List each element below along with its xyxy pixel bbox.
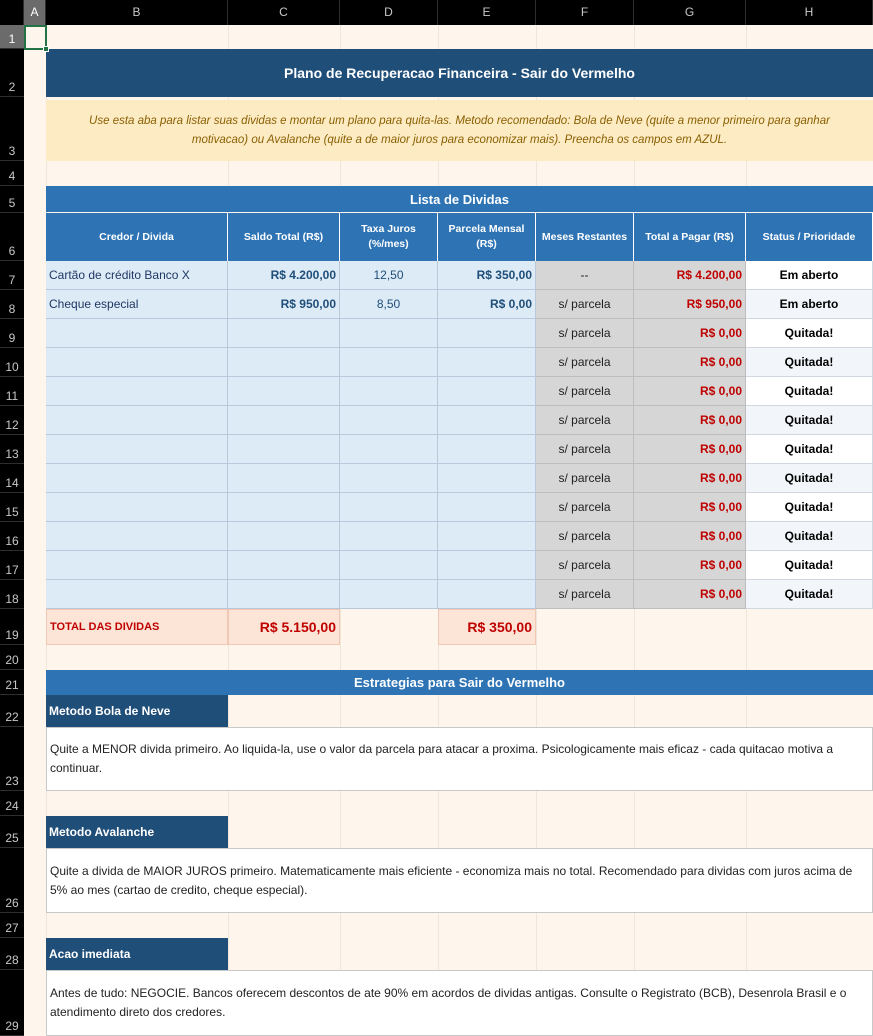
debt-months-cell-text: s/ parcela <box>558 384 611 398</box>
column-header-f-text: F <box>580 5 589 19</box>
debt-months-cell-text: s/ parcela <box>558 413 611 427</box>
debt-total-cell-text: R$ 0,00 <box>699 529 742 543</box>
debts-col-total-text: Total a Pagar (R$) <box>645 230 734 243</box>
debt-status-cell-text: Quitada! <box>784 326 834 340</box>
row-header-24[interactable] <box>0 791 24 816</box>
row-header-4[interactable] <box>0 161 24 186</box>
debt-rate-cell-text: 8,50 <box>376 297 401 311</box>
debt-total-cell[interactable] <box>634 261 746 290</box>
strategy-description <box>46 848 873 913</box>
row-header-10[interactable] <box>0 348 24 377</box>
debt-total-cell-text: R$ 0,00 <box>699 500 742 514</box>
row-header-21[interactable] <box>0 670 24 695</box>
total-balance-value-text: R$ 5.150,00 <box>259 619 336 635</box>
strategy-description <box>46 970 873 1036</box>
debt-creditor-cell-text: Cheque especial <box>49 297 139 311</box>
row-header-13[interactable] <box>0 435 24 464</box>
debt-installment-cell-text: R$ 0,00 <box>489 297 532 311</box>
debt-status-cell[interactable] <box>746 377 873 406</box>
debt-status-cell[interactable] <box>746 290 873 319</box>
column-header-c[interactable] <box>228 0 340 25</box>
row-header-24-text: 24 <box>5 799 19 813</box>
total-debts-label-text: TOTAL DAS DIVIDAS <box>50 621 160 633</box>
debt-total-cell[interactable] <box>634 522 746 551</box>
column-header-h[interactable] <box>746 0 873 25</box>
row-header-26-text: 26 <box>5 896 19 910</box>
debts-col-rate <box>340 213 438 261</box>
debt-creditor-cell[interactable] <box>46 580 228 609</box>
debt-balance-cell[interactable] <box>228 493 340 522</box>
row-header-27[interactable] <box>0 913 24 938</box>
debt-months-cell[interactable] <box>536 522 634 551</box>
debt-status-cell-text: Quitada! <box>784 471 834 485</box>
debt-installment-cell[interactable] <box>438 435 536 464</box>
debt-creditor-cell-text: Cartão de crédito Banco X <box>49 268 190 282</box>
debt-installment-cell[interactable] <box>438 580 536 609</box>
column-header-a[interactable] <box>24 0 46 25</box>
debt-rate-cell[interactable] <box>340 522 438 551</box>
debt-creditor-cell[interactable] <box>46 522 228 551</box>
row-header-28-text: 28 <box>5 953 19 967</box>
row-header-11[interactable] <box>0 377 24 406</box>
total-balance-value[interactable] <box>228 609 340 645</box>
column-header-g[interactable] <box>634 0 746 25</box>
debt-balance-cell[interactable] <box>228 435 340 464</box>
debt-rate-cell[interactable] <box>340 290 438 319</box>
debt-total-cell-text: R$ 0,00 <box>699 326 742 340</box>
debt-status-cell[interactable] <box>746 580 873 609</box>
row-header-5-text: 5 <box>8 196 16 210</box>
debt-months-cell-text: s/ parcela <box>558 297 611 311</box>
column-header-d-text: D <box>384 5 393 19</box>
page-title-text: Plano de Recuperacao Financeira - Sair do Vermelho <box>284 65 635 81</box>
debt-months-cell-text: s/ parcela <box>558 355 611 369</box>
debt-status-cell[interactable] <box>746 319 873 348</box>
row-header-3[interactable] <box>0 97 24 161</box>
row-header-10-text: 10 <box>5 360 19 374</box>
debt-months-cell-text: s/ parcela <box>558 471 611 485</box>
debt-total-cell-text: R$ 0,00 <box>699 558 742 572</box>
strategy-title-text: Acao imediata <box>49 947 131 961</box>
debts-section-header <box>46 186 873 212</box>
debt-balance-cell[interactable] <box>228 406 340 435</box>
debt-total-cell-text: R$ 0,00 <box>699 413 742 427</box>
debt-creditor-cell[interactable] <box>46 377 228 406</box>
total-installment-value-text: R$ 350,00 <box>467 619 532 635</box>
row-header-17[interactable] <box>0 551 24 580</box>
row-header-29-text: 29 <box>5 1019 19 1033</box>
strategy-description-text: Quite a divida de MAIOR JUROS primeiro. Matematicamente mais eficiente - economiza mais no total. Recomendado para dividas com juros acima de 5% ao mes (cartao de credito, cheque especial). <box>50 863 853 897</box>
row-header-12-text: 12 <box>5 418 19 432</box>
row-header-22-text: 22 <box>5 710 19 724</box>
column-header-e-text: E <box>482 5 491 19</box>
row-header-19[interactable] <box>0 609 24 645</box>
debts-col-status-text: Status / Prioridade <box>762 230 856 243</box>
debt-total-cell[interactable] <box>634 348 746 377</box>
debt-status-cell-text: Quitada! <box>784 355 834 369</box>
row-header-14-text: 14 <box>5 476 19 490</box>
debt-total-cell-text: R$ 0,00 <box>699 471 742 485</box>
debt-balance-cell[interactable] <box>228 348 340 377</box>
debt-total-cell[interactable] <box>634 435 746 464</box>
row-header-23[interactable] <box>0 727 24 791</box>
debt-total-cell-text: R$ 0,00 <box>699 384 742 398</box>
column-header-c-text: C <box>279 5 288 19</box>
row-header-28[interactable] <box>0 938 24 970</box>
debt-total-cell[interactable] <box>634 319 746 348</box>
debt-balance-cell[interactable] <box>228 319 340 348</box>
debt-installment-cell[interactable] <box>438 406 536 435</box>
debt-months-cell[interactable] <box>536 261 634 290</box>
row-header-29[interactable] <box>0 970 24 1036</box>
debt-total-cell[interactable] <box>634 580 746 609</box>
row-header-15-text: 15 <box>5 505 19 519</box>
debt-status-cell-text: Em aberto <box>779 268 839 282</box>
column-header-d[interactable] <box>340 0 438 25</box>
debt-months-cell-text: s/ parcela <box>558 558 611 572</box>
row-header-9-text: 9 <box>8 331 16 345</box>
debt-total-cell[interactable] <box>634 551 746 580</box>
debt-status-cell-text: Quitada! <box>784 529 834 543</box>
debts-col-creditor <box>46 213 228 261</box>
debt-balance-cell[interactable] <box>228 580 340 609</box>
row-header-27-text: 27 <box>5 921 19 935</box>
debt-months-cell-text: s/ parcela <box>558 500 611 514</box>
strategy-title-text: Metodo Bola de Neve <box>49 704 171 718</box>
debt-status-cell[interactable] <box>746 464 873 493</box>
debt-creditor-cell[interactable] <box>46 290 228 319</box>
debt-installment-cell[interactable] <box>438 377 536 406</box>
debt-months-cell[interactable] <box>536 580 634 609</box>
debt-balance-cell[interactable] <box>228 551 340 580</box>
strategies-section-header-text: Estrategias para Sair do Vermelho <box>354 675 565 690</box>
strategy-title <box>46 816 228 848</box>
strategy-description-text: Antes de tudo: NEGOCIE. Bancos oferecem descontos de ate 90% em acordos de dividas antigas. Consulte o Registrato (BCB), Desenrola Brasil e o atendimento direto dos credores. <box>50 986 847 1019</box>
debt-months-cell-text: s/ parcela <box>558 442 611 456</box>
debt-status-cell[interactable] <box>746 406 873 435</box>
column-header-h-text: H <box>804 5 814 19</box>
column-header-b-text: B <box>132 5 141 19</box>
column-header-b[interactable] <box>46 0 228 25</box>
debt-status-cell-text: Quitada! <box>784 558 834 572</box>
debt-balance-cell[interactable] <box>228 522 340 551</box>
debt-total-cell[interactable] <box>634 290 746 319</box>
debt-creditor-cell[interactable] <box>46 261 228 290</box>
debt-status-cell-text: Em aberto <box>779 297 839 311</box>
row-header-19-text: 19 <box>5 628 19 642</box>
debt-status-cell[interactable] <box>746 493 873 522</box>
debt-months-cell-text: s/ parcela <box>558 529 611 543</box>
debt-creditor-cell[interactable] <box>46 348 228 377</box>
debts-col-balance <box>228 213 340 261</box>
debt-installment-cell[interactable] <box>438 290 536 319</box>
total-installment-value[interactable] <box>438 609 536 645</box>
debt-installment-cell[interactable] <box>438 551 536 580</box>
row-header-3-text: 3 <box>8 144 16 158</box>
debt-installment-cell[interactable] <box>438 464 536 493</box>
debt-balance-cell[interactable] <box>228 261 340 290</box>
row-header-8-text: 8 <box>8 302 16 316</box>
debt-rate-cell[interactable] <box>340 377 438 406</box>
row-header-23-text: 23 <box>5 774 19 788</box>
debt-status-cell[interactable] <box>746 551 873 580</box>
debt-total-cell[interactable] <box>634 493 746 522</box>
debt-rate-cell[interactable] <box>340 580 438 609</box>
row-header-21-text: 21 <box>5 678 19 692</box>
row-header-2-text: 2 <box>8 80 16 94</box>
row-header-17-text: 17 <box>5 563 19 577</box>
debt-status-cell[interactable] <box>746 435 873 464</box>
row-header-5[interactable] <box>0 186 24 213</box>
column-header-e[interactable] <box>438 0 536 25</box>
instructions-note-text: Use esta aba para listar suas dividas e montar um plano para quita-las. Metodo recomendado: Bola de Neve (quite a menor primeiro para ganhar motivacao) ou Avalanche (quite a de maior juros para economizar mais). Preencha os campos em AZUL. <box>89 114 830 146</box>
row-header-9[interactable] <box>0 319 24 348</box>
instructions-note <box>46 100 873 161</box>
row-header-14[interactable] <box>0 464 24 493</box>
debt-months-cell[interactable] <box>536 551 634 580</box>
debt-installment-cell[interactable] <box>438 522 536 551</box>
debts-col-installment <box>438 213 536 261</box>
debt-rate-cell[interactable] <box>340 406 438 435</box>
debt-months-cell[interactable] <box>536 493 634 522</box>
row-header-16-text: 16 <box>5 534 19 548</box>
debt-months-cell-text: s/ parcela <box>558 326 611 340</box>
debt-status-cell-text: Quitada! <box>784 587 834 601</box>
row-header-26[interactable] <box>0 848 24 913</box>
debt-rate-cell[interactable] <box>340 348 438 377</box>
debt-status-cell-text: Quitada! <box>784 442 834 456</box>
debt-creditor-cell[interactable] <box>46 435 228 464</box>
row-header-1[interactable] <box>0 25 24 49</box>
row-header-2[interactable] <box>0 49 24 97</box>
debt-rate-cell[interactable] <box>340 261 438 290</box>
debt-months-cell[interactable] <box>536 319 634 348</box>
debt-creditor-cell[interactable] <box>46 319 228 348</box>
debts-section-header-text: Lista de Dividas <box>410 191 509 207</box>
total-debts-label <box>46 609 228 645</box>
strategy-title <box>46 695 228 727</box>
debt-balance-cell[interactable] <box>228 464 340 493</box>
strategy-description <box>46 727 873 791</box>
debt-months-cell-text: s/ parcela <box>558 587 611 601</box>
debt-rate-cell-text: 12,50 <box>373 268 404 282</box>
debt-total-cell-text: R$ 950,00 <box>686 297 742 311</box>
debts-col-total <box>634 213 746 261</box>
row-header-4-text: 4 <box>8 169 16 183</box>
row-header-6-text: 6 <box>8 244 16 258</box>
fill-handle[interactable] <box>43 46 49 52</box>
column-header-a-text: A <box>30 5 39 19</box>
debt-status-cell-text: Quitada! <box>784 413 834 427</box>
debts-col-rate-text: Taxa Juros (%/mes) <box>361 223 416 250</box>
debt-total-cell-text: R$ 4.200,00 <box>676 268 742 282</box>
row-header-15[interactable] <box>0 493 24 522</box>
debt-months-cell[interactable] <box>536 377 634 406</box>
row-header-18[interactable] <box>0 580 24 609</box>
strategy-description-text: Quite a MENOR divida primeiro. Ao liquida-la, use o valor da parcela para atacar a proxima. Psicologicamente mais eficaz - cada quitacao motiva a continuar. <box>50 742 834 775</box>
row-header-22[interactable] <box>0 695 24 727</box>
debt-total-cell[interactable] <box>634 406 746 435</box>
debt-rate-cell[interactable] <box>340 435 438 464</box>
debt-total-cell[interactable] <box>634 377 746 406</box>
debt-months-cell[interactable] <box>536 348 634 377</box>
debts-col-creditor-text: Credor / Divida <box>99 230 174 243</box>
strategy-title <box>46 938 228 970</box>
debt-rate-cell[interactable] <box>340 319 438 348</box>
row-header-7[interactable] <box>0 261 24 290</box>
debt-total-cell[interactable] <box>634 464 746 493</box>
strategy-title-text: Metodo Avalanche <box>49 825 155 839</box>
debt-status-cell-text: Quitada! <box>784 500 834 514</box>
debt-rate-cell[interactable] <box>340 464 438 493</box>
row-header-6[interactable] <box>0 213 24 261</box>
debt-balance-cell-text: R$ 950,00 <box>280 297 336 311</box>
debt-creditor-cell[interactable] <box>46 493 228 522</box>
debt-installment-cell-text: R$ 350,00 <box>476 268 532 282</box>
debt-months-cell-text: -- <box>580 268 589 282</box>
debts-col-months-text: Meses Restantes <box>541 230 628 243</box>
row-header-20-text: 20 <box>5 653 19 667</box>
select-all-corner[interactable] <box>0 0 24 25</box>
row-header-11-text: 11 <box>5 389 19 403</box>
row-header-25-text: 25 <box>5 831 19 845</box>
row-header-13-text: 13 <box>5 447 19 461</box>
debt-status-cell[interactable] <box>746 261 873 290</box>
strategies-section-header <box>46 670 873 695</box>
debt-installment-cell[interactable] <box>438 261 536 290</box>
debt-months-cell[interactable] <box>536 290 634 319</box>
debt-installment-cell[interactable] <box>438 348 536 377</box>
debt-total-cell-text: R$ 0,00 <box>699 442 742 456</box>
debt-rate-cell[interactable] <box>340 551 438 580</box>
column-header-g-text: G <box>684 5 695 19</box>
row-header-8[interactable] <box>0 290 24 319</box>
column-header-f[interactable] <box>536 0 634 25</box>
row-header-20[interactable] <box>0 645 24 670</box>
row-header-25[interactable] <box>0 816 24 848</box>
debts-col-balance-text: Saldo Total (R$) <box>243 230 324 243</box>
debt-balance-cell[interactable] <box>228 290 340 319</box>
row-header-12[interactable] <box>0 406 24 435</box>
debt-creditor-cell[interactable] <box>46 464 228 493</box>
row-header-18-text: 18 <box>5 592 19 606</box>
row-header-1-text: 1 <box>8 32 16 46</box>
debt-total-cell-text: R$ 0,00 <box>699 355 742 369</box>
debt-total-cell-text: R$ 0,00 <box>699 587 742 601</box>
debts-col-status <box>746 213 873 261</box>
debt-status-cell-text: Quitada! <box>784 384 834 398</box>
debt-months-cell[interactable] <box>536 406 634 435</box>
debt-status-cell[interactable] <box>746 522 873 551</box>
debt-status-cell[interactable] <box>746 348 873 377</box>
row-header-16[interactable] <box>0 522 24 551</box>
debt-creditor-cell[interactable] <box>46 406 228 435</box>
debts-col-installment-text: Parcela Mensal (R$) <box>448 223 525 250</box>
debts-col-months <box>536 213 634 261</box>
debt-months-cell[interactable] <box>536 435 634 464</box>
debt-balance-cell-text: R$ 4.200,00 <box>270 268 336 282</box>
debt-balance-cell[interactable] <box>228 377 340 406</box>
page-title <box>46 49 873 97</box>
debt-installment-cell[interactable] <box>438 493 536 522</box>
debt-installment-cell[interactable] <box>438 319 536 348</box>
debt-rate-cell[interactable] <box>340 493 438 522</box>
row-header-7-text: 7 <box>8 273 16 287</box>
debt-creditor-cell[interactable] <box>46 551 228 580</box>
debt-months-cell[interactable] <box>536 464 634 493</box>
